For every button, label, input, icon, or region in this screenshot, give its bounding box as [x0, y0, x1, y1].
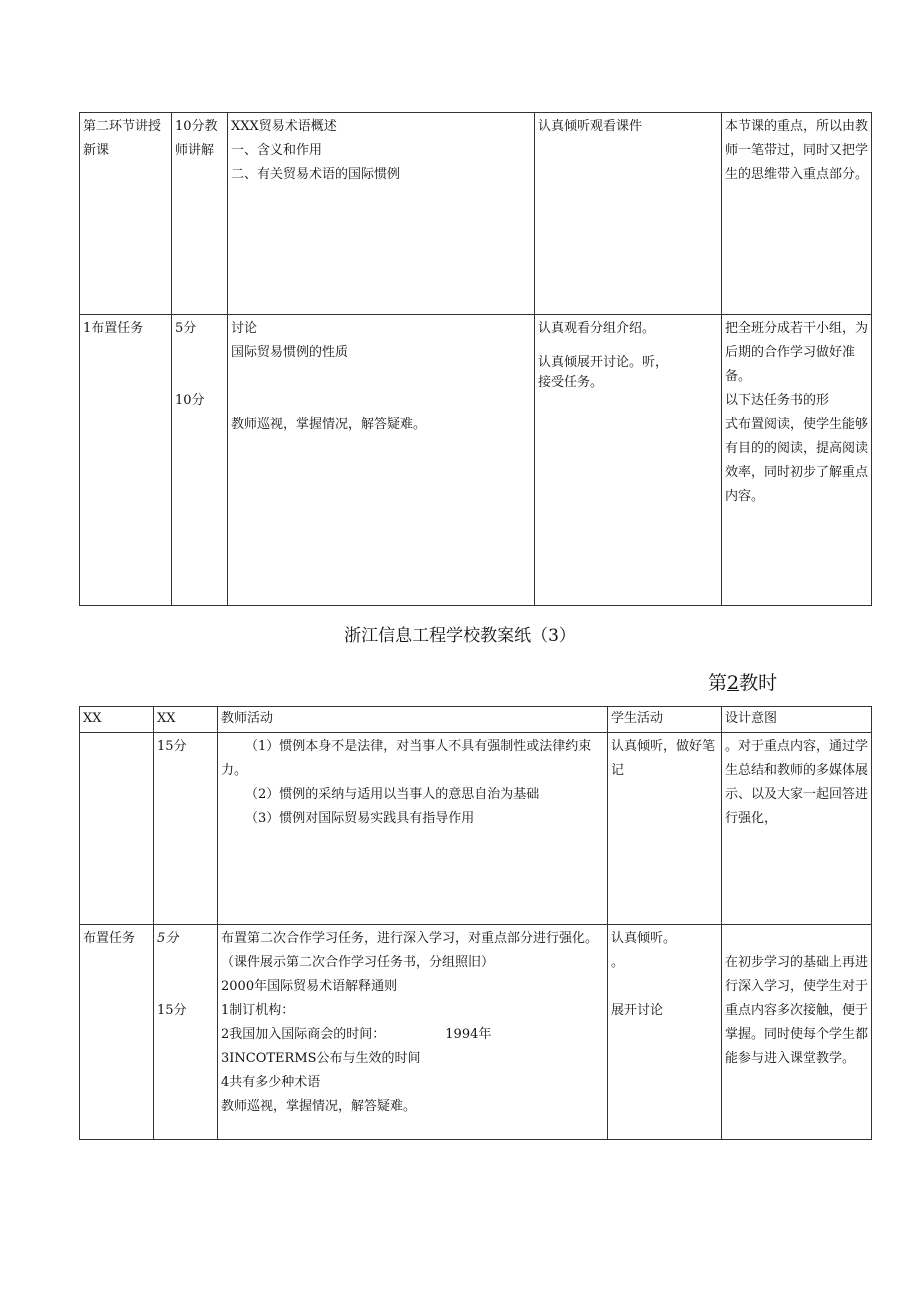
stage-cell: 第二环节讲授新课: [80, 113, 172, 315]
design-intent-cell: 本节课的重点，所以由教师一笔带过，同时又把学生的思维带入重点部分。: [722, 113, 872, 315]
teacher-activity-cell: 讨论 国际贸易惯例的性质 教师巡视，掌握情况，解答疑难。: [228, 315, 535, 606]
table-row: [80, 315, 872, 606]
stage-cell: 布置任务: [80, 925, 154, 1140]
student-activity-cell: 认真倾听，做好笔记: [608, 733, 722, 925]
design-intent-cell: 在初步学习的基础上再进行深入学习，使学生对于重点内容多次接触，便于掌握。同时使每个学生都能参与进入课堂教学。: [722, 925, 872, 1140]
stage-cell: 1布置任务: [80, 315, 172, 606]
teacher-activity-cell: XXX贸易术语概述 一、含义和作用 二、有关贸易术语的国际惯例: [228, 113, 535, 315]
header-cell: XX: [154, 707, 218, 733]
header-cell: XX: [80, 707, 154, 733]
student-activity-cell: 认真观看分组介绍。 认真倾展开讨论。听， 接受任务。: [535, 315, 722, 606]
time-cell: 10分教师讲解: [172, 113, 228, 315]
stage-cell: [80, 733, 154, 925]
header-cell: 学生活动: [608, 707, 722, 733]
time-cell: 5分 15分: [154, 925, 218, 1140]
lesson-table-top: [79, 112, 872, 606]
table-header-row: [80, 707, 872, 733]
student-activity-cell: 认真倾听。 。 展开讨论: [608, 925, 722, 1140]
page-title: 浙江信息工程学校教案纸（3）: [344, 626, 576, 646]
teacher-activity-cell: （1）惯例本身不是法律，对当事人不具有强制性或法律约束力。 （2）惯例的采纳与适用以当事人的意思自治为基础 （3）惯例对国际贸易实践具有指导作用: [218, 733, 608, 925]
design-intent-cell: 。对于重点内容，通过学生总结和教师的多媒体展示、以及大家一起回答进行强化，: [722, 733, 872, 925]
header-cell: 设计意图: [722, 707, 872, 733]
table-row: [80, 925, 872, 1140]
teacher-activity-cell: 布置第二次合作学习任务，进行深入学习，对重点部分进行强化。（课件展示第二次合作学习任务书，分组照旧） 2000年国际贸易术语解释通则 1制订机构： 2我国加入国际商会的时间： 1994年 3INCOTERMS公布与生效的时间 4共有多少种术语 教师巡视，掌握情况，解答疑难。: [218, 925, 608, 1140]
lesson-number-label: 第2教时: [708, 672, 778, 694]
table-row: [80, 113, 872, 315]
header-cell: 教师活动: [218, 707, 608, 733]
lesson-table-bottom: [79, 706, 872, 1140]
table-row: [80, 733, 872, 925]
time-cell: 5分 10分: [172, 315, 228, 606]
student-activity-cell: 认真倾听观看课件: [535, 113, 722, 315]
time-cell: 15分: [154, 733, 218, 925]
design-intent-cell: 把全班分成若干小组，为后期的合作学习做好准备。 以下达任务书的形 式布置阅读，使学生能够有目的的阅读，提高阅读效率，同时初步了解重点内容。: [722, 315, 872, 606]
